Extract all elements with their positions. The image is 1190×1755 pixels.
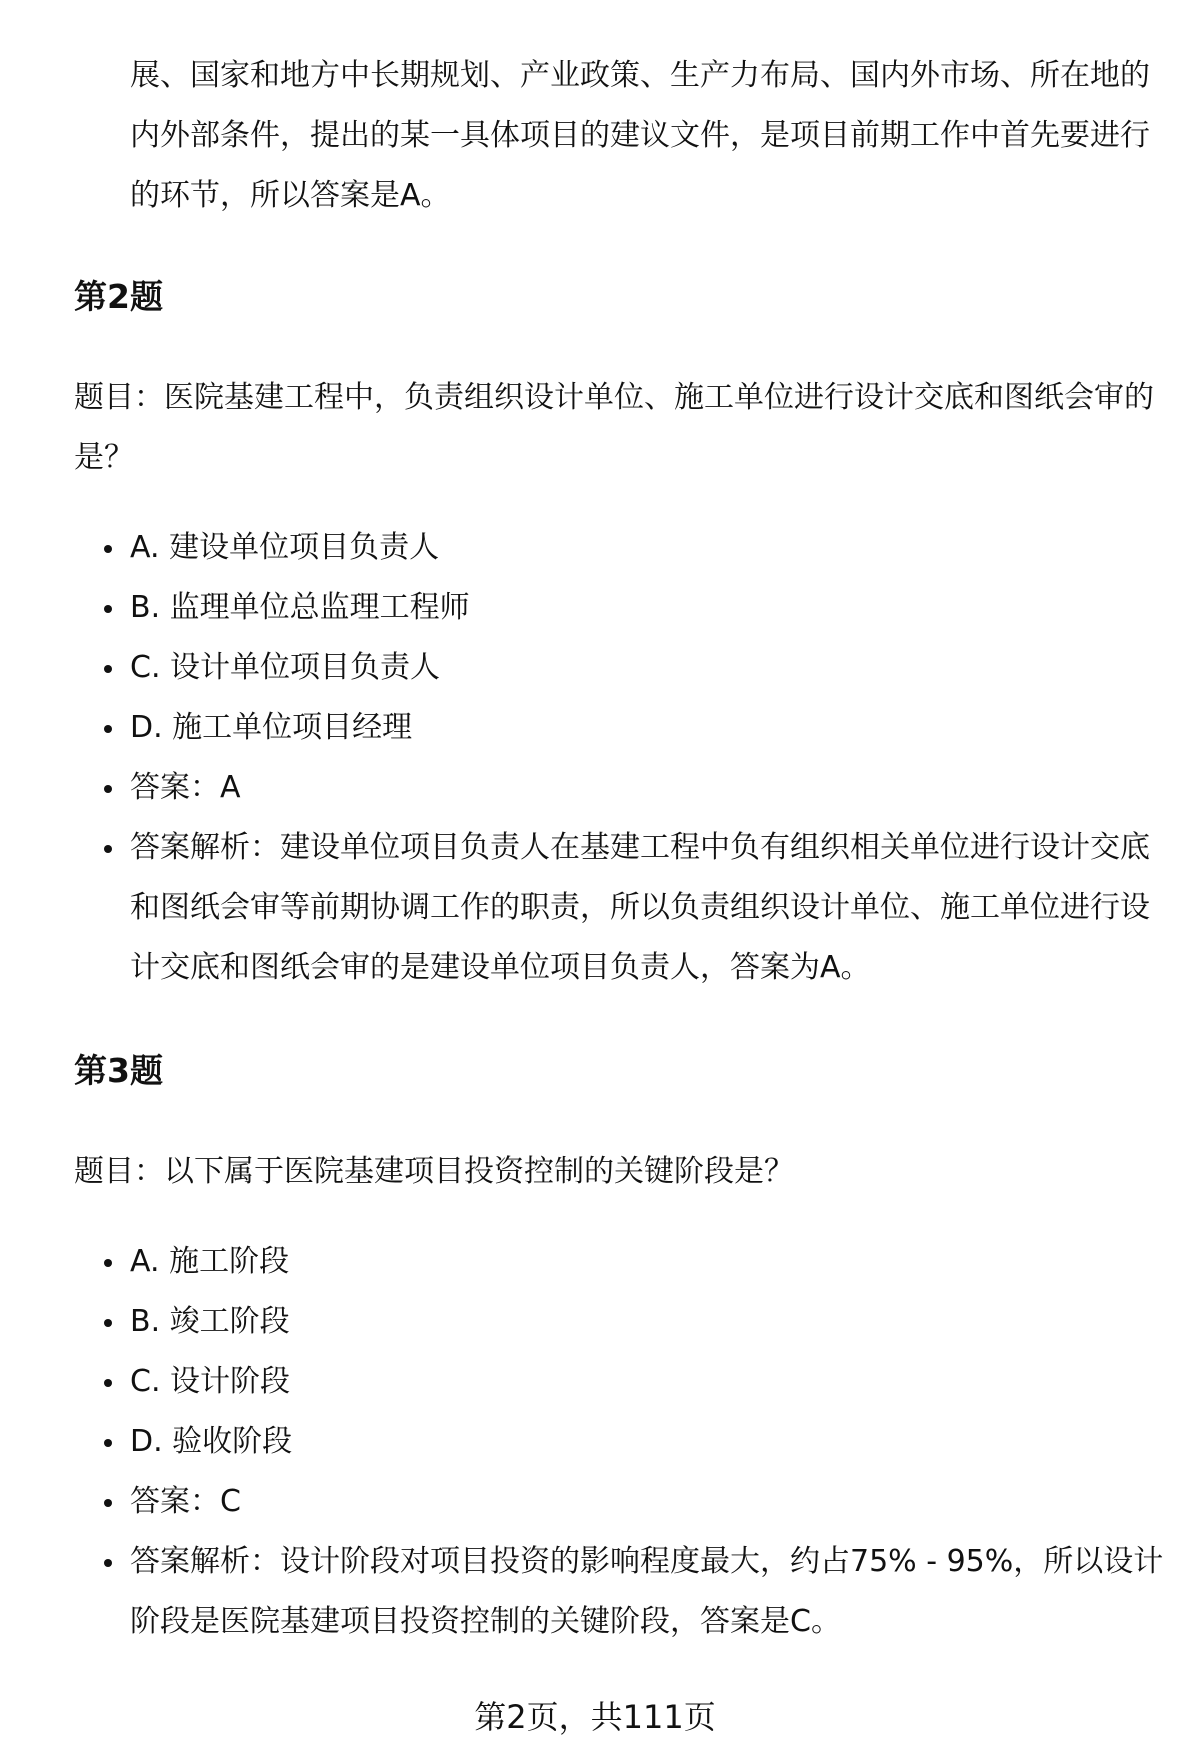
- bullet-icon: [104, 725, 112, 733]
- option-a: [0, 1232, 1163, 1292]
- option-text: C. 设计阶段: [130, 1364, 291, 1399]
- option-d: [0, 698, 1150, 758]
- text-line: 和图纸会审等前期协调工作的职责，所以负责组织设计单位、施工单位进行设: [130, 890, 1150, 925]
- option-text: D. 施工单位项目经理: [130, 710, 413, 745]
- question-3-text: [74, 1142, 794, 1202]
- question-3-options-list: [0, 1232, 1163, 1652]
- question-2-heading: 第2题: [74, 277, 163, 316]
- text-line: 的环节，所以答案是A。: [130, 178, 451, 213]
- bullet-icon: [104, 545, 112, 553]
- text-line: 题目：以下属于医院基建项目投资控制的关键阶段是？: [74, 1154, 794, 1189]
- text-line: 答案解析：建设单位项目负责人在基建工程中负有组织相关单位进行设计交底: [130, 830, 1150, 865]
- option-text: D. 验收阶段: [130, 1424, 293, 1459]
- bullet-icon: [104, 605, 112, 613]
- bullet-icon: [104, 665, 112, 673]
- text-line: 内外部条件，提出的某一具体项目的建议文件，是项目前期工作中首先要进行: [130, 118, 1150, 153]
- prev-explanation-continuation: [130, 46, 1150, 226]
- option-c: [0, 1352, 1163, 1412]
- option-text: B. 竣工阶段: [130, 1304, 290, 1339]
- bullet-icon: [104, 845, 112, 853]
- option-b: [0, 1292, 1163, 1352]
- answer-text: 答案：C: [130, 1484, 241, 1519]
- bullet-icon: [104, 785, 112, 793]
- text-line: 计交底和图纸会审的是建设单位项目负责人，答案为A。: [130, 950, 871, 985]
- option-text: B. 监理单位总监理工程师: [130, 590, 470, 625]
- question-3-heading: 第3题: [74, 1051, 163, 1090]
- answer: [0, 758, 1150, 818]
- option-d: [0, 1412, 1163, 1472]
- text-line: 阶段是医院基建项目投资控制的关键阶段，答案是C。: [130, 1604, 841, 1639]
- option-c: [0, 638, 1150, 698]
- answer: [0, 1472, 1163, 1532]
- bullet-icon: [104, 1559, 112, 1567]
- option-text: A. 施工阶段: [130, 1244, 290, 1279]
- answer-explanation: [0, 818, 1150, 998]
- text-line: 是？: [74, 440, 134, 475]
- option-text: A. 建设单位项目负责人: [130, 530, 440, 565]
- option-text: C. 设计单位项目负责人: [130, 650, 441, 685]
- bullet-icon: [104, 1379, 112, 1387]
- page-number: 第2页，共111页: [474, 1698, 716, 1736]
- option-a: [0, 518, 1150, 578]
- text-line: 展、国家和地方中长期规划、产业政策、生产力布局、国内外市场、所在地的: [130, 58, 1150, 93]
- text-line: 题目：医院基建工程中，负责组织设计单位、施工单位进行设计交底和图纸会审的: [74, 380, 1154, 415]
- bullet-icon: [104, 1439, 112, 1447]
- option-b: [0, 578, 1150, 638]
- question-2-text: [74, 368, 1154, 488]
- question-2-options-list: [0, 518, 1150, 998]
- bullet-icon: [104, 1259, 112, 1267]
- bullet-icon: [104, 1499, 112, 1507]
- answer-text: 答案：A: [130, 770, 241, 805]
- answer-explanation: [0, 1532, 1163, 1652]
- bullet-icon: [104, 1319, 112, 1327]
- text-line: 答案解析：设计阶段对项目投资的影响程度最大，约占75% - 95%，所以设计: [130, 1544, 1164, 1579]
